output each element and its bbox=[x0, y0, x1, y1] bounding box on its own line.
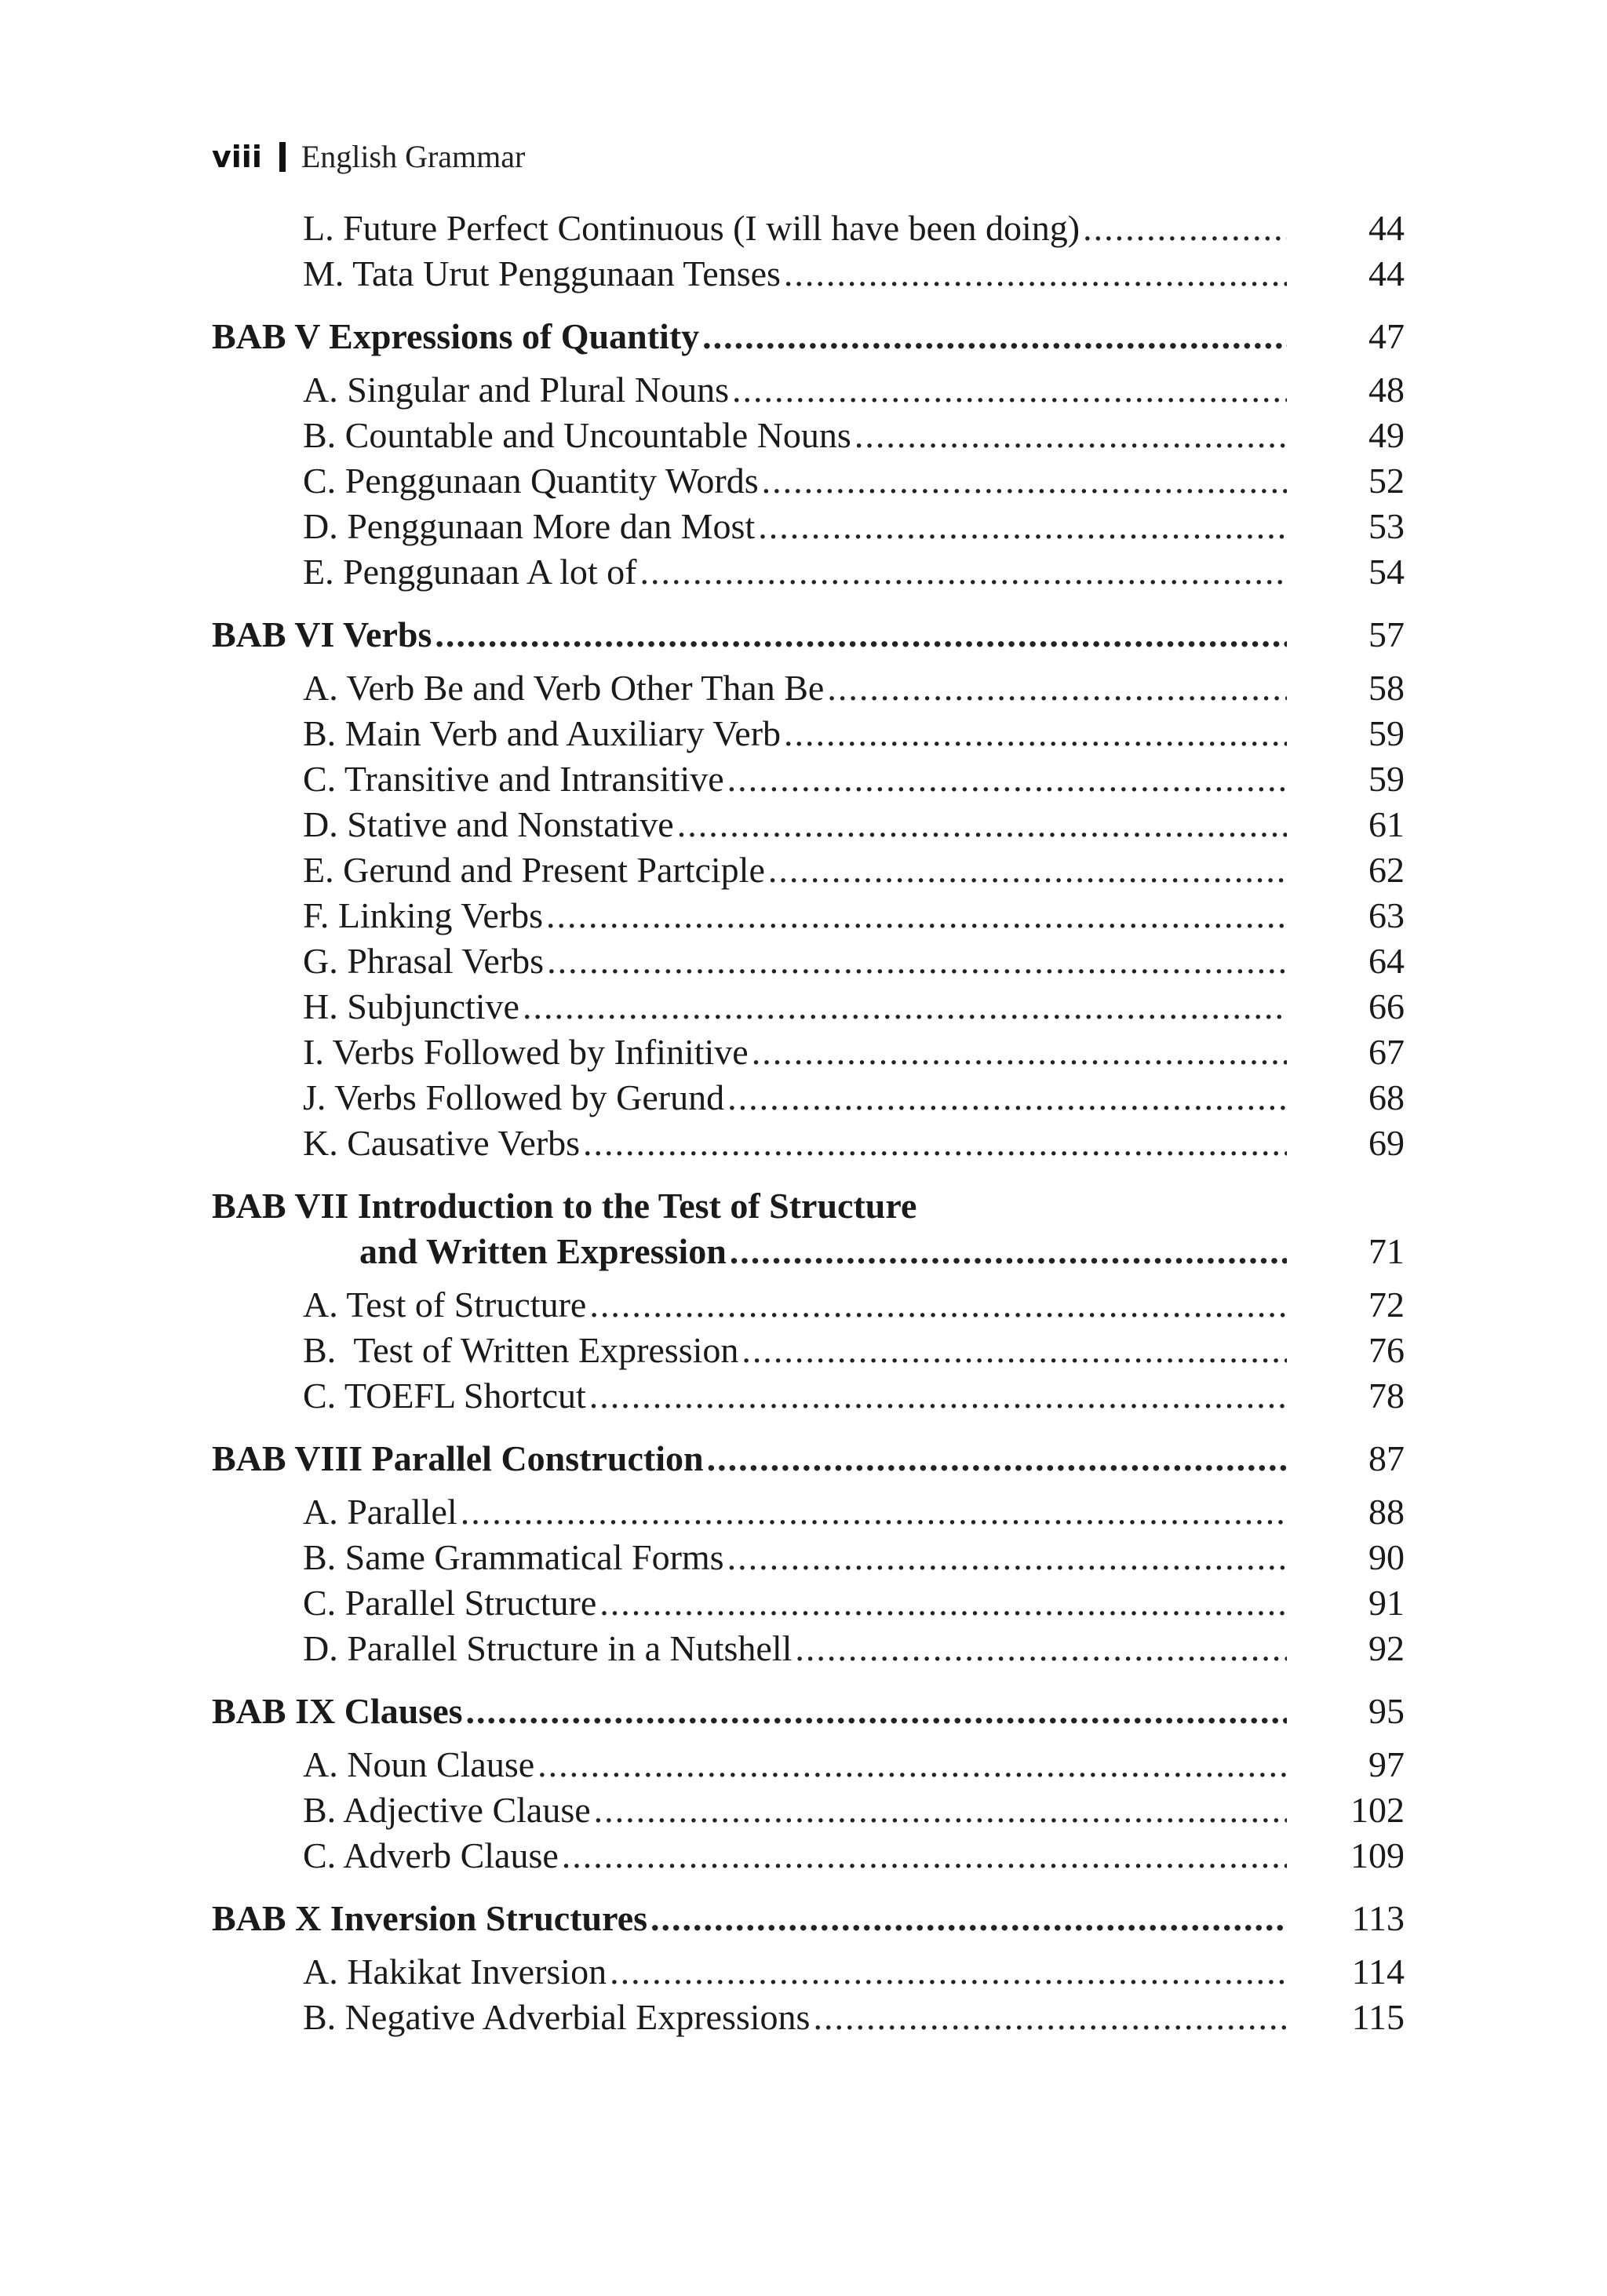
toc-subsection bbox=[212, 665, 1405, 711]
toc-subsection bbox=[212, 1282, 1405, 1328]
chapter-title: BAB VIII Parallel Construction bbox=[212, 1436, 707, 1481]
toc-subsection bbox=[212, 1949, 1405, 1995]
dot-leader bbox=[562, 1833, 1287, 1879]
toc-page-number: 66 bbox=[1368, 986, 1405, 1026]
toc-page-number: 113 bbox=[1351, 1898, 1405, 1938]
book-title: English Grammar bbox=[301, 139, 526, 174]
toc-entry-text: B. Main Verb and Auxiliary Verb bbox=[303, 711, 784, 756]
toc-subsection bbox=[212, 938, 1405, 984]
dot-leader bbox=[827, 665, 1287, 711]
toc-entry-text: K. Causative Verbs bbox=[303, 1121, 583, 1166]
toc-page-number: 49 bbox=[1368, 415, 1405, 455]
toc-entry-text: C. Penggunaan Quantity Words bbox=[303, 458, 762, 504]
toc-entry-text: B. Countable and Uncountable Nouns bbox=[303, 413, 855, 458]
running-header bbox=[212, 138, 525, 175]
toc-entry-text: J. Verbs Followed by Gerund bbox=[303, 1075, 727, 1121]
toc-subsection bbox=[212, 756, 1405, 802]
toc-subsection bbox=[212, 1995, 1405, 2040]
chapter-title-continuation: and Written Expression bbox=[359, 1229, 730, 1274]
toc-page-number: 68 bbox=[1368, 1077, 1405, 1117]
toc-subsection bbox=[212, 711, 1405, 756]
toc-page-number: 114 bbox=[1351, 1952, 1405, 1992]
dot-leader bbox=[758, 504, 1287, 549]
dot-leader bbox=[583, 1121, 1287, 1166]
toc-subsection bbox=[212, 206, 1405, 251]
toc-page-number: 88 bbox=[1368, 1492, 1405, 1532]
toc-entry-text: L. Future Perfect Continuous (I will have been doing) bbox=[303, 206, 1083, 251]
toc-entry-text: C. TOEFL Shortcut bbox=[303, 1373, 589, 1419]
toc-page-number: 59 bbox=[1368, 713, 1405, 753]
dot-leader bbox=[702, 314, 1287, 359]
toc-chapter bbox=[212, 314, 1405, 359]
toc-entry-text: I. Verbs Followed by Infinitive bbox=[303, 1030, 752, 1075]
toc-page-number: 67 bbox=[1368, 1032, 1405, 1072]
toc-entry-text: A. Singular and Plural Nouns bbox=[303, 367, 732, 413]
chapter-title: BAB X Inversion Structures bbox=[212, 1896, 650, 1941]
toc-entry-text: B. Adjective Clause bbox=[303, 1788, 594, 1833]
toc-page-number: 115 bbox=[1351, 1997, 1405, 2037]
toc-entry-text: C. Transitive and Intransitive bbox=[303, 756, 727, 802]
toc-subsection bbox=[212, 458, 1405, 504]
chapter-title: BAB VII Introduction to the Test of Structure bbox=[212, 1186, 917, 1226]
toc-page-number: 91 bbox=[1368, 1583, 1405, 1623]
toc-page-number: 95 bbox=[1368, 1691, 1405, 1731]
dot-leader bbox=[768, 847, 1287, 893]
toc-page-number: 76 bbox=[1368, 1330, 1405, 1370]
toc-entry-text: D. Penggunaan More dan Most bbox=[303, 504, 758, 549]
toc-page-number: 102 bbox=[1350, 1790, 1405, 1830]
dot-leader bbox=[461, 1489, 1287, 1535]
dot-leader bbox=[677, 802, 1287, 847]
toc-subsection bbox=[212, 1833, 1405, 1879]
toc-subsection bbox=[212, 1788, 1405, 1833]
toc-entry-text: M. Tata Urut Penggunaan Tenses bbox=[303, 251, 784, 297]
toc-subsection bbox=[212, 1328, 1405, 1373]
toc-subsection bbox=[212, 1121, 1405, 1166]
toc-subsection bbox=[212, 893, 1405, 938]
dot-leader bbox=[599, 1580, 1287, 1626]
toc-page-number: 57 bbox=[1368, 614, 1405, 654]
toc-page-number: 62 bbox=[1368, 850, 1405, 890]
toc-page-number: 53 bbox=[1368, 506, 1405, 546]
toc-chapter bbox=[212, 1689, 1405, 1734]
toc-entry-text: C. Parallel Structure bbox=[303, 1580, 599, 1626]
toc-subsection bbox=[212, 1489, 1405, 1535]
toc-chapter bbox=[212, 1436, 1405, 1481]
dot-leader bbox=[784, 251, 1287, 297]
toc-entry-text: D. Parallel Structure in a Nutshell bbox=[303, 1626, 795, 1671]
toc-page-number: 58 bbox=[1368, 668, 1405, 708]
toc-subsection bbox=[212, 1373, 1405, 1419]
toc-chapter-title-line1 bbox=[212, 1183, 1405, 1229]
toc-subsection bbox=[212, 504, 1405, 549]
toc-subsection bbox=[212, 1030, 1405, 1075]
dot-leader bbox=[727, 1075, 1287, 1121]
dot-leader bbox=[784, 711, 1287, 756]
toc-entry-text: E. Gerund and Present Partciple bbox=[303, 847, 768, 893]
dot-leader bbox=[762, 458, 1287, 504]
dot-leader bbox=[523, 984, 1287, 1030]
toc-entry-text: A. Verb Be and Verb Other Than Be bbox=[303, 665, 827, 711]
toc-subsection bbox=[212, 1742, 1405, 1788]
dot-leader bbox=[727, 1535, 1287, 1580]
toc-page-number: 61 bbox=[1368, 804, 1405, 844]
dot-leader bbox=[594, 1788, 1287, 1833]
dot-leader bbox=[537, 1742, 1287, 1788]
dot-leader bbox=[589, 1282, 1287, 1328]
toc-page-number: 97 bbox=[1368, 1744, 1405, 1784]
toc-subsection bbox=[212, 1626, 1405, 1671]
toc-entry-text: B. Test of Written Expression bbox=[303, 1328, 742, 1373]
toc-page-number: 72 bbox=[1368, 1285, 1405, 1325]
toc-subsection bbox=[212, 802, 1405, 847]
toc-entry-text: A. Test of Structure bbox=[303, 1282, 589, 1328]
dot-leader bbox=[855, 413, 1287, 458]
dot-leader bbox=[589, 1373, 1287, 1419]
dot-leader bbox=[1083, 206, 1287, 251]
toc-subsection bbox=[212, 847, 1405, 893]
toc-entry-text: A. Noun Clause bbox=[303, 1742, 537, 1788]
dot-leader bbox=[795, 1626, 1287, 1671]
toc-entry-text: G. Phrasal Verbs bbox=[303, 938, 547, 984]
dot-leader bbox=[727, 756, 1287, 802]
dot-leader bbox=[466, 1689, 1287, 1734]
toc-entry-text: F. Linking Verbs bbox=[303, 893, 546, 938]
toc-subsection bbox=[212, 367, 1405, 413]
toc-page-number: 87 bbox=[1368, 1438, 1405, 1478]
toc-chapter bbox=[212, 1896, 1405, 1941]
toc-page-number: 54 bbox=[1368, 552, 1405, 592]
toc-subsection bbox=[212, 1580, 1405, 1626]
dot-leader bbox=[732, 367, 1287, 413]
toc-page-number: 92 bbox=[1368, 1628, 1405, 1668]
dot-leader bbox=[650, 1896, 1287, 1941]
page-number: viii bbox=[212, 139, 262, 174]
toc-chapter bbox=[212, 1229, 1405, 1274]
toc-page-number: 71 bbox=[1368, 1231, 1405, 1271]
toc-subsection bbox=[212, 984, 1405, 1030]
toc-entry-text: A. Hakikat Inversion bbox=[303, 1949, 610, 1995]
toc-page-number: 63 bbox=[1368, 895, 1405, 935]
dot-leader bbox=[813, 1995, 1287, 2040]
chapter-title: BAB IX Clauses bbox=[212, 1689, 466, 1734]
chapter-title: BAB V Expressions of Quantity bbox=[212, 314, 702, 359]
toc-page-number: 90 bbox=[1368, 1537, 1405, 1577]
dot-leader bbox=[610, 1949, 1287, 1995]
toc-entry-text: D. Stative and Nonstative bbox=[303, 802, 677, 847]
toc-page-number: 44 bbox=[1368, 253, 1405, 293]
toc-entry-text: C. Adverb Clause bbox=[303, 1833, 562, 1879]
toc-subsection bbox=[212, 549, 1405, 595]
toc-page-number: 52 bbox=[1368, 461, 1405, 501]
toc-page-number: 59 bbox=[1368, 759, 1405, 799]
toc-page-number: 109 bbox=[1350, 1835, 1405, 1875]
toc-page-number: 44 bbox=[1368, 208, 1405, 248]
toc-entry-text: B. Same Grammatical Forms bbox=[303, 1535, 727, 1580]
chapter-title: BAB VI Verbs bbox=[212, 612, 435, 658]
dot-leader bbox=[547, 938, 1287, 984]
toc-subsection bbox=[212, 1075, 1405, 1121]
table-of-contents bbox=[212, 206, 1405, 2040]
toc-page-number: 69 bbox=[1368, 1123, 1405, 1163]
toc-page-number: 64 bbox=[1368, 941, 1405, 981]
toc-subsection bbox=[212, 251, 1405, 297]
dot-leader bbox=[707, 1436, 1287, 1481]
toc-page-number: 47 bbox=[1368, 316, 1405, 356]
toc-entry-text: H. Subjunctive bbox=[303, 984, 523, 1030]
header-separator bbox=[279, 142, 286, 172]
toc-page-number: 78 bbox=[1368, 1376, 1405, 1416]
dot-leader bbox=[435, 612, 1287, 658]
dot-leader bbox=[730, 1229, 1287, 1274]
toc-entry-text: E. Penggunaan A lot of bbox=[303, 549, 640, 595]
toc-entry-text: A. Parallel bbox=[303, 1489, 461, 1535]
toc-chapter bbox=[212, 612, 1405, 658]
toc-subsection bbox=[212, 413, 1405, 458]
toc-page-number: 48 bbox=[1368, 370, 1405, 410]
dot-leader bbox=[640, 549, 1287, 595]
toc-subsection bbox=[212, 1535, 1405, 1580]
dot-leader bbox=[742, 1328, 1287, 1373]
toc-entry-text: B. Negative Adverbial Expressions bbox=[303, 1995, 813, 2040]
dot-leader bbox=[546, 893, 1287, 938]
dot-leader bbox=[752, 1030, 1287, 1075]
